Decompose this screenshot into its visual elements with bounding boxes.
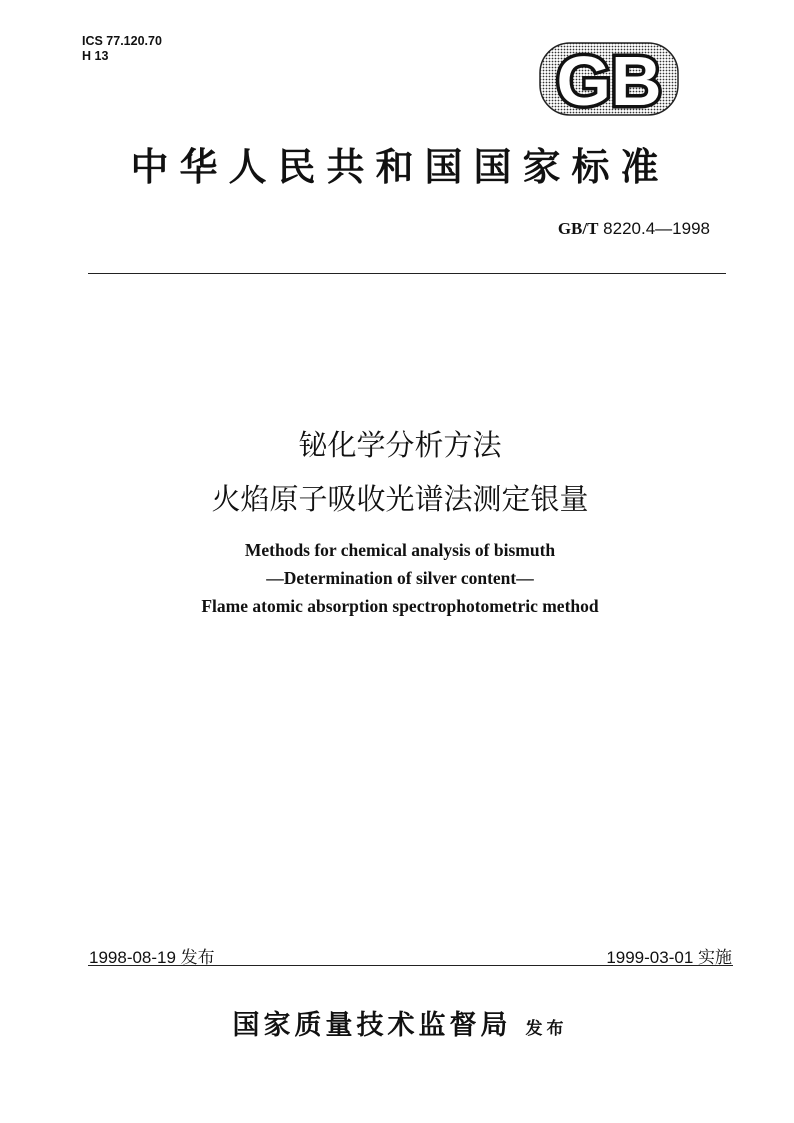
issue-date: 1998-08-19 发布	[89, 948, 215, 967]
footer-divider	[88, 965, 733, 966]
gb-logo-icon	[539, 42, 679, 116]
publisher-action: 发布	[525, 1019, 568, 1039]
gb-logo-text: GB	[556, 42, 662, 116]
title-cn-line1: 铋化学分析方法	[298, 428, 502, 462]
publisher-org: 国家质量技术监督局	[232, 1010, 512, 1041]
classification-block	[82, 34, 162, 64]
title-en-line3: Flame atomic absorption spectrophotometric method	[201, 596, 599, 616]
title-en-line1: Methods for chemical analysis of bismuth	[244, 540, 556, 560]
title-en-line2: —Determination of silver content—	[266, 568, 534, 588]
publisher	[100, 1003, 700, 1042]
implementation-date: 1999-03-01 实施	[606, 948, 732, 967]
header-divider	[88, 273, 726, 274]
ccs-code: H 13	[82, 49, 109, 63]
standard-title: 中华人民共和国国家标准	[130, 144, 670, 189]
ics-code: ICS 77.120.70	[82, 34, 162, 48]
standard-code	[500, 219, 710, 239]
standard-code-number: 8220.4—1998	[603, 219, 710, 238]
standard-code-prefix: GB/T	[557, 219, 599, 238]
title-cn-line2: 火焰原子吸收光谱法测定银量	[211, 482, 589, 516]
